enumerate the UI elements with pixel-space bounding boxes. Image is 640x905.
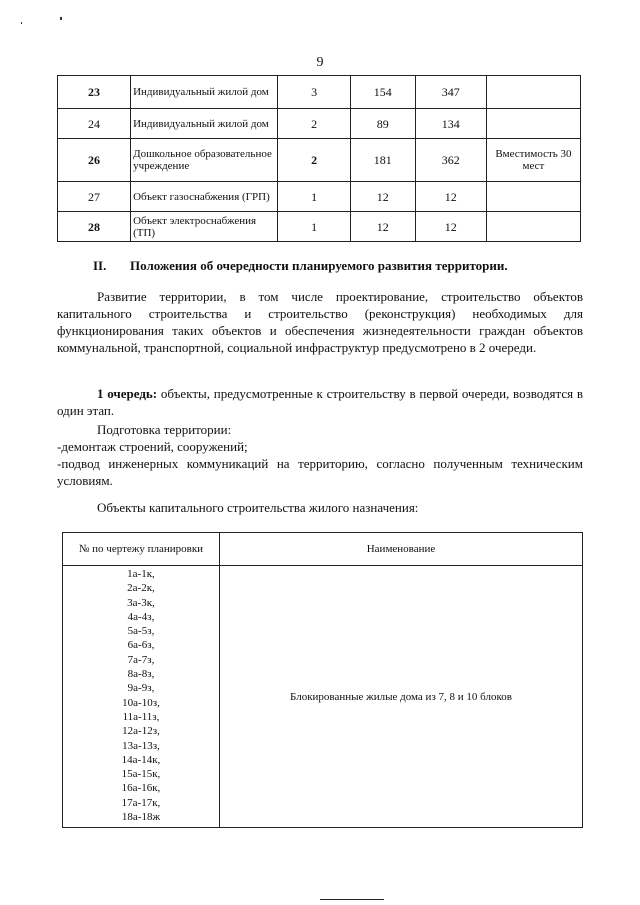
drawing-numbers-cell [63,566,220,828]
paragraph-preparation: Подготовка территории: [97,422,232,437]
value-c: 362 [415,139,486,182]
table-row [58,109,581,139]
drawing-number: 14а-14к, [121,753,161,766]
list-item-utilities: -подвод инженерных коммуникаций на территорию, согласно полученным техническим условиям. [57,456,583,488]
first-stage-text: объекты, предусмотренные к строительству в первой очереди, возводятся в один этап. [57,386,583,418]
table-row [58,76,581,109]
value-b: 12 [351,212,416,242]
drawing-number: 13а-13з, [122,739,160,752]
section-title: Положения об очередности планируемого развития территории. [130,258,508,273]
drawing-number: 5а-5з, [127,625,155,638]
value-a: 1 [278,182,351,212]
scan-speck [60,17,62,20]
value-a: 1 [278,212,351,242]
table-row [63,566,583,828]
note [486,182,580,212]
drawing-number: 7а-7з, [127,653,155,666]
drawing-number: 17а-17к, [121,796,161,809]
value-c: 347 [415,76,486,109]
value-c: 134 [415,109,486,139]
drawing-number: 8а-8з, [127,668,155,681]
drawing-number: 10а-10з, [122,696,160,709]
section-heading [93,258,508,274]
drawing-number: 15а-15к, [121,768,161,781]
object-name: Объект газоснабжения (ГРП) [131,182,278,212]
drawing-number: 6а-6з, [127,639,155,652]
value-b: 89 [351,109,416,139]
row-number: 24 [58,109,131,139]
drawing-number: 1а-1к, [127,568,155,580]
object-name: Индивидуальный жилой дом [131,76,278,109]
object-name-cell: Блокированные жилые дома из 7, 8 и 10 блоков [220,566,583,828]
row-number: 28 [58,212,131,242]
drawing-number-list [64,567,218,826]
header-drawing-number: № по чертежу планировки [63,533,220,566]
paragraph-development: Развитие территории, в том числе проектирование, строительство объектов капитального строительства и строительство (реконструкция) необходимых для функционирования таких объектов и обеспечения жизнедеятельности граждан объектов коммунальной, транспортной, социальной инфраструктур предусмотрено в 2 очереди. [57,289,583,355]
note: Вместимость 30 мест [486,139,580,182]
header-name: Наименование [220,533,583,566]
drawing-number: 18а-18ж [121,811,161,824]
list-item-demolition: -демонтаж строений, сооружений; [57,439,248,454]
section-number: II. [93,258,107,273]
object-name: Дошкольное образовательное учреждение [131,139,278,182]
row-number: 26 [58,139,131,182]
value-a: 3 [278,76,351,109]
object-name: Индивидуальный жилой дом [131,109,278,139]
value-a: 2 [278,139,351,182]
note [486,76,580,109]
first-stage-label: 1 очередь: [97,386,158,401]
drawing-number: 12а-12з, [122,725,160,738]
table-row [58,139,581,182]
row-number: 27 [58,182,131,212]
value-b: 154 [351,76,416,109]
value-c: 12 [415,182,486,212]
value-b: 181 [351,139,416,182]
page-number: 9 [316,55,324,70]
drawing-number: 11а-11з, [122,710,160,723]
drawing-number: 16а-16к, [121,782,161,795]
note [486,212,580,242]
scan-speck [21,22,22,24]
value-a: 2 [278,109,351,139]
drawing-number: 3а-3к, [127,596,155,609]
table-row [58,182,581,212]
row-number: 23 [58,76,131,109]
drawing-number: 4а-4з, [127,610,155,623]
objects-summary-table [57,75,581,242]
table-header-row [63,533,583,566]
drawing-number: 9а-9з, [127,682,155,695]
footer-rule [320,899,384,900]
residential-objects-table [62,532,583,828]
paragraph-residential-objects: Объекты капитального строительства жилого назначения: [97,500,419,515]
value-c: 12 [415,212,486,242]
note [486,109,580,139]
drawing-number: 2а-2к, [127,582,155,595]
object-name: Объект электроснабжения (ТП) [131,212,278,242]
table-row [58,212,581,242]
value-b: 12 [351,182,416,212]
paragraph-first-stage [57,385,583,419]
